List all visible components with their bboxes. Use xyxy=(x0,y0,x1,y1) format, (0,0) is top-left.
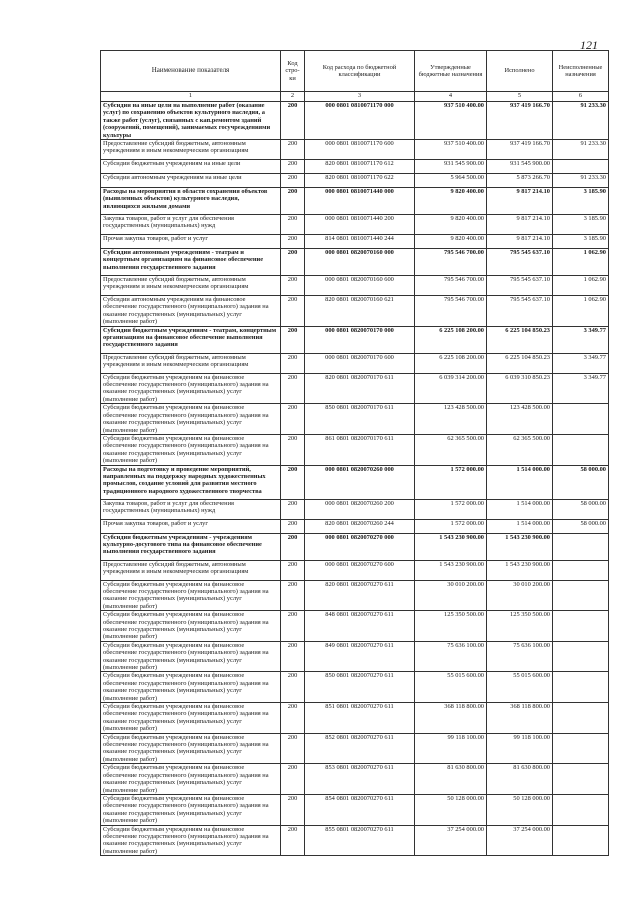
row-unexecuted-amount xyxy=(553,764,609,795)
row-approved-amount: 99 118 100.00 xyxy=(415,733,487,764)
table-row xyxy=(101,764,609,795)
row-expense-code: 000 0801 0820070160 600 xyxy=(305,276,415,296)
row-executed-amount: 6 225 104 850.23 xyxy=(487,326,553,353)
row-expense-code: 000 0801 0820070270 000 xyxy=(305,533,415,560)
row-unexecuted-amount: 58 000.00 xyxy=(553,465,609,499)
row-executed-amount: 795 545 637.10 xyxy=(487,249,553,276)
row-approved-amount: 62 365 500.00 xyxy=(415,434,487,465)
row-line-code: 200 xyxy=(281,434,305,465)
row-unexecuted-amount xyxy=(553,794,609,825)
row-unexecuted-amount xyxy=(553,580,609,611)
row-approved-amount: 6 225 108 200.00 xyxy=(415,326,487,353)
row-name: Субсидии бюджетным учреждениям на финансовое обеспечение государственного (муниципального) задания на оказание государственных (муниципальных) услуг (выполнение работ) xyxy=(101,672,281,703)
row-executed-amount: 795 545 637.10 xyxy=(487,296,553,327)
column-number: 5 xyxy=(487,92,553,102)
row-name: Предоставление субсидий бюджетным, автономным учреждениям и иным некоммерческим организациям xyxy=(101,276,281,296)
row-line-code: 200 xyxy=(281,465,305,499)
column-number: 3 xyxy=(305,92,415,102)
row-expense-code: 000 0801 0820070260 200 xyxy=(305,499,415,519)
row-name: Субсидии автономным учреждениям на финансовое обеспечение государственного (муниципального) задания на оказание государственных (муниципальных) услуг (выполнение работ) xyxy=(101,296,281,327)
row-executed-amount: 30 010 200.00 xyxy=(487,580,553,611)
row-name: Субсидии на иные цели на выполнение работ (оказание услуг) по сохранению объектов культурного наследия, а также работ (услуг), связанных с кап.ремонтом зданий (сооружений, помещений), занимаемых госучреждениями культуры xyxy=(101,102,281,140)
row-approved-amount: 37 254 000.00 xyxy=(415,825,487,856)
header-line-code: Код стро-ки xyxy=(281,51,305,92)
row-line-code: 200 xyxy=(281,499,305,519)
page-number: 121 xyxy=(580,38,598,52)
row-name: Субсидии бюджетным учреждениям на финансовое обеспечение государственного (муниципального) задания на оказание государственных (муниципальных) услуг (выполнение работ) xyxy=(101,641,281,672)
row-executed-amount: 795 545 637.10 xyxy=(487,276,553,296)
row-approved-amount: 1 543 230 900.00 xyxy=(415,533,487,560)
row-expense-code: 852 0801 0820070270 611 xyxy=(305,733,415,764)
row-unexecuted-amount: 91 233.30 xyxy=(553,140,609,160)
row-line-code: 200 xyxy=(281,533,305,560)
table-row xyxy=(101,249,609,276)
row-unexecuted-amount xyxy=(553,160,609,174)
table-row xyxy=(101,519,609,533)
row-approved-amount: 50 128 000.00 xyxy=(415,794,487,825)
table-row xyxy=(101,174,609,188)
row-executed-amount: 937 419 166.70 xyxy=(487,140,553,160)
row-executed-amount: 1 514 000.00 xyxy=(487,519,553,533)
table-row xyxy=(101,188,609,215)
table-row xyxy=(101,215,609,235)
row-unexecuted-amount: 3 185.90 xyxy=(553,235,609,249)
row-expense-code: 820 0801 0820070260 244 xyxy=(305,519,415,533)
column-number: 1 xyxy=(101,92,281,102)
row-line-code: 200 xyxy=(281,733,305,764)
row-name: Расходы на подготовку и проведение мероприятий, направленных на поддержку народных художественных промыслов, создание условий для развития местного традиционного народного художественного творчества xyxy=(101,465,281,499)
row-executed-amount: 937 419 166.70 xyxy=(487,102,553,140)
row-approved-amount: 9 820 400.00 xyxy=(415,215,487,235)
row-unexecuted-amount xyxy=(553,641,609,672)
row-approved-amount: 9 820 400.00 xyxy=(415,188,487,215)
row-approved-amount: 75 636 100.00 xyxy=(415,641,487,672)
table-row xyxy=(101,160,609,174)
row-name: Предоставление субсидий бюджетным, автономным учреждениям и иным некоммерческим организациям xyxy=(101,560,281,580)
column-number: 4 xyxy=(415,92,487,102)
row-name: Субсидии бюджетным учреждениям на финансовое обеспечение государственного (муниципального) задания на оказание государственных (муниципальных) услуг (выполнение работ) xyxy=(101,825,281,856)
row-unexecuted-amount xyxy=(553,434,609,465)
row-line-code: 200 xyxy=(281,611,305,642)
row-expense-code: 820 0801 0810071170 622 xyxy=(305,174,415,188)
row-unexecuted-amount xyxy=(553,404,609,435)
table-body xyxy=(101,102,609,856)
table-row xyxy=(101,296,609,327)
header-indicator-name: Наименование показателя xyxy=(101,51,281,92)
row-name: Субсидии бюджетным учреждениям на финансовое обеспечение государственного (муниципального) задания на оказание государственных (муниципальных) услуг (выполнение работ) xyxy=(101,434,281,465)
row-approved-amount: 1 543 230 900.00 xyxy=(415,560,487,580)
row-expense-code: 000 0801 0820070170 000 xyxy=(305,326,415,353)
row-approved-amount: 937 510 400.00 xyxy=(415,140,487,160)
row-executed-amount: 1 514 000.00 xyxy=(487,465,553,499)
row-approved-amount: 1 572 000.00 xyxy=(415,465,487,499)
row-expense-code: 820 0801 0820070270 611 xyxy=(305,580,415,611)
row-line-code: 200 xyxy=(281,102,305,140)
header-approved: Утвержденные бюджетные назначения xyxy=(415,51,487,92)
row-name: Субсидии бюджетным учреждениям на финансовое обеспечение государственного (муниципального) задания на оказание государственных (муниципальных) услуг (выполнение работ) xyxy=(101,733,281,764)
row-approved-amount: 5 964 500.00 xyxy=(415,174,487,188)
row-line-code: 200 xyxy=(281,296,305,327)
row-name: Субсидии автономным учреждениям на иные цели xyxy=(101,174,281,188)
table-row xyxy=(101,353,609,373)
row-expense-code: 814 0801 0810071440 244 xyxy=(305,235,415,249)
row-executed-amount: 9 817 214.10 xyxy=(487,235,553,249)
row-expense-code: 848 0801 0820070270 611 xyxy=(305,611,415,642)
row-unexecuted-amount: 3 185.90 xyxy=(553,188,609,215)
table-row xyxy=(101,404,609,435)
row-expense-code: 000 0801 0820070270 600 xyxy=(305,560,415,580)
row-approved-amount: 9 820 400.00 xyxy=(415,235,487,249)
row-line-code: 200 xyxy=(281,326,305,353)
row-expense-code: 861 0801 0820070170 611 xyxy=(305,434,415,465)
table-row xyxy=(101,465,609,499)
table-row xyxy=(101,326,609,353)
row-executed-amount: 75 636 100.00 xyxy=(487,641,553,672)
row-approved-amount: 125 350 500.00 xyxy=(415,611,487,642)
row-expense-code: 000 0801 0810071440 200 xyxy=(305,215,415,235)
row-unexecuted-amount: 3 349.77 xyxy=(553,326,609,353)
row-name: Субсидии автономным учреждениям - театрам и концертным организациям на финансовое обеспечение выполнения государственного задания xyxy=(101,249,281,276)
table-row xyxy=(101,434,609,465)
header-executed: Исполнено xyxy=(487,51,553,92)
row-name: Субсидии бюджетным учреждениям на финансовое обеспечение государственного (муниципального) задания на оказание государственных (муниципальных) услуг (выполнение работ) xyxy=(101,703,281,734)
row-executed-amount: 125 350 500.00 xyxy=(487,611,553,642)
table-row xyxy=(101,560,609,580)
row-unexecuted-amount: 58 000.00 xyxy=(553,499,609,519)
row-line-code: 200 xyxy=(281,215,305,235)
row-executed-amount: 1 543 230 900.00 xyxy=(487,533,553,560)
row-unexecuted-amount: 91 233.30 xyxy=(553,174,609,188)
table-row xyxy=(101,373,609,404)
row-name: Предоставление субсидий бюджетным, автономным учреждениям и иным некоммерческим организациям xyxy=(101,353,281,373)
table-row xyxy=(101,641,609,672)
row-expense-code: 849 0801 0820070270 611 xyxy=(305,641,415,672)
row-approved-amount: 795 546 700.00 xyxy=(415,276,487,296)
row-expense-code: 820 0801 0820070170 611 xyxy=(305,373,415,404)
row-approved-amount: 937 510 400.00 xyxy=(415,102,487,140)
row-line-code: 200 xyxy=(281,764,305,795)
row-unexecuted-amount: 91 233.30 xyxy=(553,102,609,140)
row-unexecuted-amount: 3 349.77 xyxy=(553,373,609,404)
row-expense-code: 000 0801 0820070170 600 xyxy=(305,353,415,373)
row-line-code: 200 xyxy=(281,373,305,404)
row-unexecuted-amount xyxy=(553,825,609,856)
row-unexecuted-amount: 1 062.90 xyxy=(553,276,609,296)
row-unexecuted-amount xyxy=(553,733,609,764)
header-expense-code: Код расхода по бюджетной классификации xyxy=(305,51,415,92)
row-line-code: 200 xyxy=(281,641,305,672)
row-approved-amount: 6 225 108 200.00 xyxy=(415,353,487,373)
row-line-code: 200 xyxy=(281,404,305,435)
row-name: Предоставление субсидий бюджетным, автономным учреждениям и иным некоммерческим организациям xyxy=(101,140,281,160)
row-approved-amount: 368 118 800.00 xyxy=(415,703,487,734)
row-line-code: 200 xyxy=(281,560,305,580)
row-line-code: 200 xyxy=(281,235,305,249)
table-row xyxy=(101,733,609,764)
row-line-code: 200 xyxy=(281,825,305,856)
row-name: Субсидии бюджетным учреждениям - учреждениям культурно-досугового типа на финансовое обеспечение выполнения государственного задания xyxy=(101,533,281,560)
row-expense-code: 855 0801 0820070270 611 xyxy=(305,825,415,856)
row-executed-amount: 50 128 000.00 xyxy=(487,794,553,825)
row-executed-amount: 37 254 000.00 xyxy=(487,825,553,856)
row-unexecuted-amount xyxy=(553,703,609,734)
row-expense-code: 000 0801 0810071440 000 xyxy=(305,188,415,215)
row-unexecuted-amount: 1 062.90 xyxy=(553,296,609,327)
row-line-code: 200 xyxy=(281,580,305,611)
row-expense-code: 000 0801 0810071170 000 xyxy=(305,102,415,140)
row-approved-amount: 795 546 700.00 xyxy=(415,249,487,276)
table-row xyxy=(101,140,609,160)
row-line-code: 200 xyxy=(281,174,305,188)
row-executed-amount: 6 039 310 850.23 xyxy=(487,373,553,404)
row-approved-amount: 1 572 000.00 xyxy=(415,519,487,533)
row-line-code: 200 xyxy=(281,353,305,373)
row-unexecuted-amount xyxy=(553,672,609,703)
row-line-code: 200 xyxy=(281,276,305,296)
row-name: Субсидии бюджетным учреждениям на финансовое обеспечение государственного (муниципального) задания на оказание государственных (муниципальных) услуг (выполнение работ) xyxy=(101,764,281,795)
row-unexecuted-amount: 3 185.90 xyxy=(553,215,609,235)
row-expense-code: 000 0801 0820070260 000 xyxy=(305,465,415,499)
row-name: Закупка товаров, работ и услуг для обеспечения государственных (муниципальных) нужд xyxy=(101,215,281,235)
row-line-code: 200 xyxy=(281,703,305,734)
row-name: Субсидии бюджетным учреждениям на иные цели xyxy=(101,160,281,174)
row-approved-amount: 1 572 000.00 xyxy=(415,499,487,519)
row-unexecuted-amount xyxy=(553,533,609,560)
table-row xyxy=(101,499,609,519)
row-approved-amount: 55 015 600.00 xyxy=(415,672,487,703)
row-approved-amount: 30 010 200.00 xyxy=(415,580,487,611)
row-name: Субсидии бюджетным учреждениям - театрам, концертным организациям на финансовое обеспечение выполнения государственного задания xyxy=(101,326,281,353)
row-approved-amount: 795 546 700.00 xyxy=(415,296,487,327)
row-expense-code: 853 0801 0820070270 611 xyxy=(305,764,415,795)
table-row xyxy=(101,276,609,296)
row-line-code: 200 xyxy=(281,794,305,825)
row-expense-code: 000 0801 0820070160 000 xyxy=(305,249,415,276)
row-name: Субсидии бюджетным учреждениям на финансовое обеспечение государственного (муниципального) задания на оказание государственных (муниципальных) услуг (выполнение работ) xyxy=(101,794,281,825)
table-row xyxy=(101,611,609,642)
row-expense-code: 850 0801 0820070270 611 xyxy=(305,672,415,703)
header-unexecuted: Неисполненные назначения xyxy=(553,51,609,92)
row-executed-amount: 55 015 600.00 xyxy=(487,672,553,703)
header-row xyxy=(101,51,609,92)
row-line-code: 200 xyxy=(281,519,305,533)
row-executed-amount: 9 817 214.10 xyxy=(487,188,553,215)
row-name: Прочая закупка товаров, работ и услуг xyxy=(101,519,281,533)
column-number-row xyxy=(101,92,609,102)
column-number: 2 xyxy=(281,92,305,102)
row-executed-amount: 1 514 000.00 xyxy=(487,499,553,519)
row-name: Субсидии бюджетным учреждениям на финансовое обеспечение государственного (муниципального) задания на оказание государственных (муниципальных) услуг (выполнение работ) xyxy=(101,580,281,611)
table-row xyxy=(101,672,609,703)
row-expense-code: 820 0801 0810071170 612 xyxy=(305,160,415,174)
row-expense-code: 850 0801 0820070170 611 xyxy=(305,404,415,435)
row-line-code: 200 xyxy=(281,188,305,215)
table-row xyxy=(101,533,609,560)
table-row xyxy=(101,825,609,856)
row-line-code: 200 xyxy=(281,160,305,174)
row-expense-code: 820 0801 0820070160 621 xyxy=(305,296,415,327)
row-line-code: 200 xyxy=(281,672,305,703)
table-row xyxy=(101,703,609,734)
row-name: Субсидии бюджетным учреждениям на финансовое обеспечение государственного (муниципального) задания на оказание государственных (муниципальных) услуг (выполнение работ) xyxy=(101,611,281,642)
row-unexecuted-amount xyxy=(553,560,609,580)
table-row xyxy=(101,102,609,140)
row-executed-amount: 9 817 214.10 xyxy=(487,215,553,235)
table-row xyxy=(101,580,609,611)
column-number: 6 xyxy=(553,92,609,102)
budget-execution-table xyxy=(100,50,609,856)
row-approved-amount: 6 039 314 200.00 xyxy=(415,373,487,404)
row-executed-amount: 931 545 900.00 xyxy=(487,160,553,174)
row-line-code: 200 xyxy=(281,249,305,276)
row-line-code: 200 xyxy=(281,140,305,160)
row-expense-code: 854 0801 0820070270 611 xyxy=(305,794,415,825)
row-approved-amount: 123 428 500.00 xyxy=(415,404,487,435)
row-executed-amount: 81 630 800.00 xyxy=(487,764,553,795)
row-executed-amount: 5 873 266.70 xyxy=(487,174,553,188)
row-unexecuted-amount xyxy=(553,611,609,642)
row-approved-amount: 931 545 900.00 xyxy=(415,160,487,174)
row-executed-amount: 368 118 800.00 xyxy=(487,703,553,734)
row-name: Закупка товаров, работ и услуг для обеспечения государственных (муниципальных) нужд xyxy=(101,499,281,519)
row-executed-amount: 1 543 230 900.00 xyxy=(487,560,553,580)
row-unexecuted-amount: 58 000.00 xyxy=(553,519,609,533)
row-unexecuted-amount: 3 349.77 xyxy=(553,353,609,373)
table-row xyxy=(101,235,609,249)
row-executed-amount: 62 365 500.00 xyxy=(487,434,553,465)
row-name: Прочая закупка товаров, работ и услуг xyxy=(101,235,281,249)
row-name: Расходы на мероприятия в области сохранения объектов (выявленных объектов) культурного наследия, являющихся жилыми домами xyxy=(101,188,281,215)
table-row xyxy=(101,794,609,825)
row-unexecuted-amount: 1 062.90 xyxy=(553,249,609,276)
row-executed-amount: 6 225 104 850.23 xyxy=(487,353,553,373)
row-expense-code: 000 0801 0810071170 600 xyxy=(305,140,415,160)
row-approved-amount: 81 630 800.00 xyxy=(415,764,487,795)
row-expense-code: 851 0801 0820070270 611 xyxy=(305,703,415,734)
row-name: Субсидии бюджетным учреждениям на финансовое обеспечение государственного (муниципального) задания на оказание государственных (муниципальных) услуг (выполнение работ) xyxy=(101,373,281,404)
row-executed-amount: 99 118 100.00 xyxy=(487,733,553,764)
row-executed-amount: 123 428 500.00 xyxy=(487,404,553,435)
row-name: Субсидии бюджетным учреждениям на финансовое обеспечение государственного (муниципального) задания на оказание государственных (муниципальных) услуг (выполнение работ) xyxy=(101,404,281,435)
